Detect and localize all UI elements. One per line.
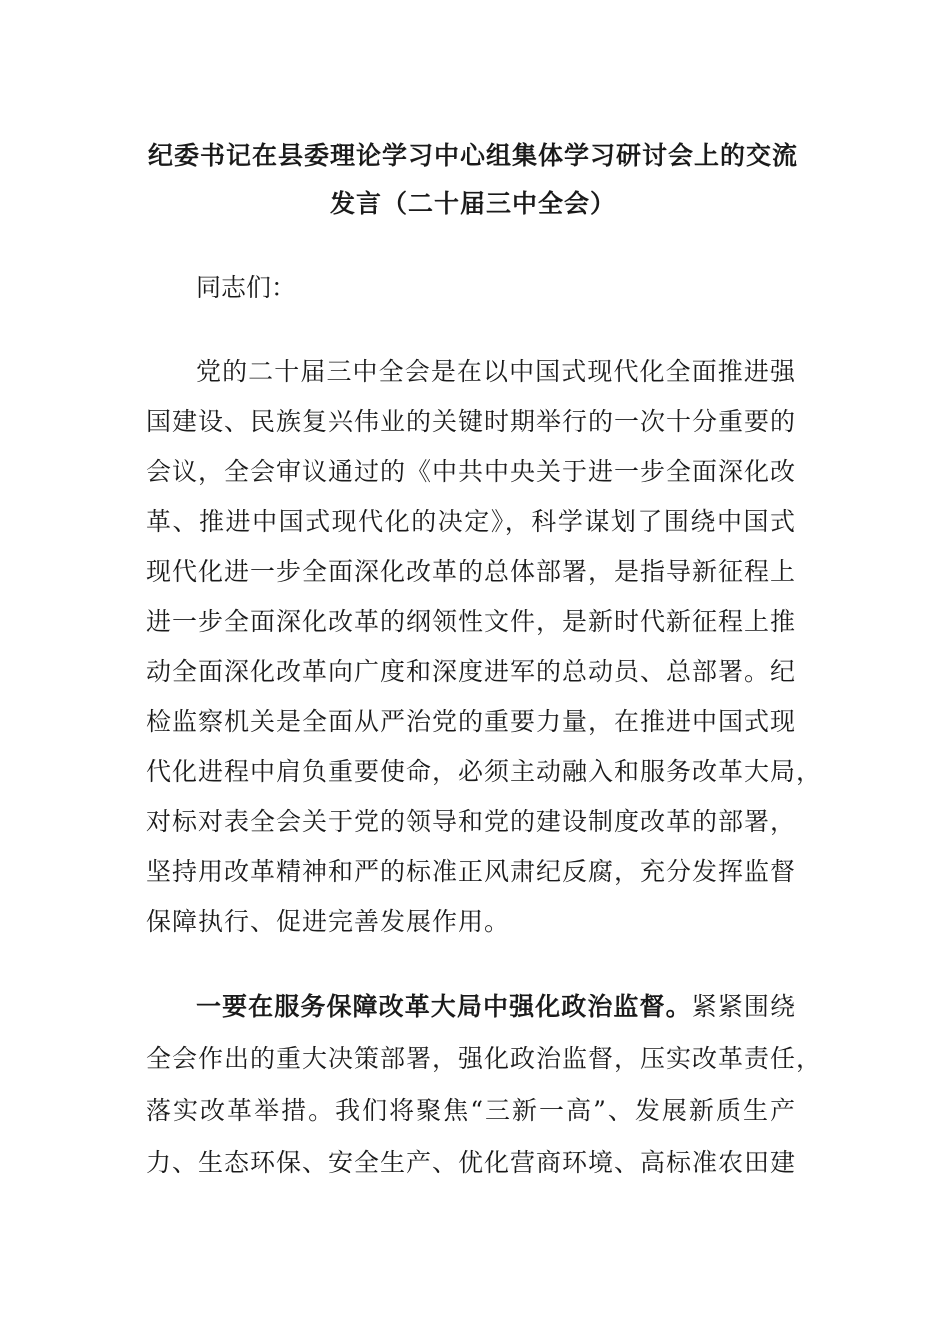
paragraph-line: 革、推进中国式现代化的决定》，科学谋划了围绕中国式	[146, 507, 796, 536]
paragraph-line: 保障执行、促进完善发展作用。	[146, 907, 511, 936]
paragraph-line: 检监察机关是全面从严治党的重要力量，在推进中国式现	[146, 707, 797, 736]
paragraph-line: 现代化进一步全面深化改革的总体部署，是指导新征程上	[146, 557, 797, 586]
paragraph-line	[146, 981, 796, 1033]
paragraph-intro	[146, 347, 823, 947]
document-title	[148, 132, 798, 228]
title-line-1: 纪委书记在县委理论学习中心组集体学习研讨会上的交流	[148, 141, 799, 170]
title-line-2: 发言（二十届三中全会）	[329, 189, 616, 218]
paragraph-line: 对标对表全会关于党的领导和党的建设制度改革的部署，	[146, 807, 797, 836]
paragraph-line: 坚持用改革精神和严的标准正风肃纪反腐，充分发挥监督	[146, 857, 797, 886]
paragraph-line: 会议，全会审议通过的《中共中央关于进一步全面深化改	[146, 457, 797, 486]
paragraph-line: 国建设、民族复兴伟业的关键时期举行的一次十分重要的	[146, 407, 797, 436]
paragraph-line: 党的二十届三中全会是在以中国式现代化全面推进强	[196, 357, 796, 386]
paragraph-text: 紧紧围绕	[691, 992, 796, 1021]
paragraph-political-supervision	[146, 981, 823, 1189]
paragraph-line: 落实改革举措。我们将聚焦“三新一高”、发展新质生产	[146, 1096, 796, 1125]
paragraph-line: 进一步全面深化改革的纲领性文件，是新时代新征程上推	[146, 607, 797, 636]
paragraph-line: 全会作出的重大决策部署，强化政治监督，压实改革责任，	[146, 1044, 823, 1073]
paragraph-line: 力、生态环保、安全生产、优化营商环境、高标准农田建	[146, 1148, 797, 1177]
section-heading: 一要在服务保障改革大局中强化政治监督。	[196, 992, 692, 1021]
paragraph-line: 动全面深化改革向广度和深度进军的总动员、总部署。纪	[146, 657, 797, 686]
paragraph-line: 代化进程中肩负重要使命，必须主动融入和服务改革大局，	[146, 757, 823, 786]
salutation: 同志们：	[196, 273, 297, 302]
